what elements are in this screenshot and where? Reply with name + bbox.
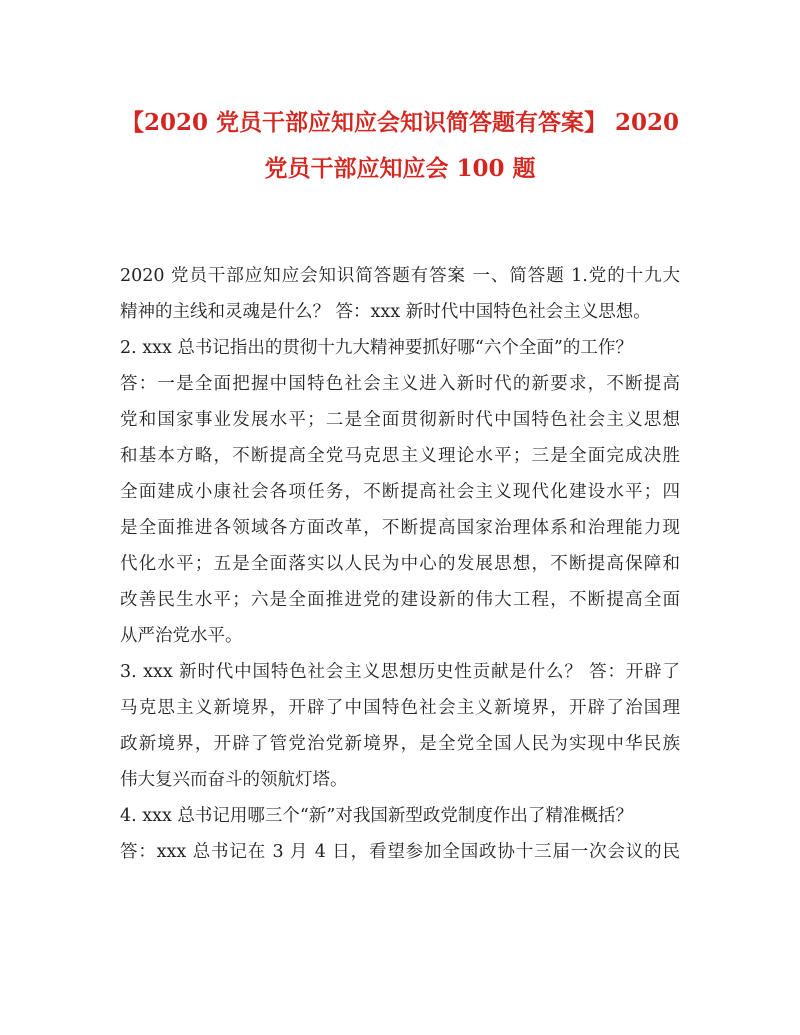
body-line: 全面建成小康社会各项任务，不断提高社会主义现代化建设水平；四 (120, 482, 680, 502)
body-line: 是全面推进各领域各方面改革，不断提高国家治理体系和治理能力现 (120, 518, 680, 538)
body-line: 伟大复兴而奋斗的领航灯塔。 (120, 770, 348, 790)
title-line: 【2020 党员干部应知应会知识简答题有答案】 2020 (120, 109, 680, 136)
body-line: 2. xxx 总书记指出的贯彻十九大精神要抓好哪“六个全面”的工作？ (120, 338, 633, 358)
body-line: 马克思主义新境界，开辟了中国特色社会主义新境界，开辟了治国理 (120, 698, 680, 718)
body-line: 政新境界，开辟了管党治党新境界，是全党全国人民为实现中华民族 (120, 734, 680, 754)
body-line: 改善民生水平；六是全面推进党的建设新的伟大工程，不断提高全面 (120, 590, 680, 610)
body-line: 答：xxx 总书记在 3 月 4 日，看望参加全国政协十三届一次会议的民 (120, 842, 680, 862)
body-line: 代化水平；五是全面落实以人民为中心的发展思想，不断提高保障和 (120, 554, 680, 574)
title-line: 党员干部应知应会 100 题 (264, 155, 536, 182)
body-line: 4. xxx 总书记用哪三个“新”对我国新型政党制度作出了精准概括？ (120, 806, 633, 826)
body-line: 和基本方略，不断提高全党马克思主义理论水平；三是全面完成决胜 (120, 446, 680, 466)
body-line: 2020 党员干部应知应会知识简答题有答案 一、简答题 1.党的十九大 (120, 266, 680, 286)
document-body (120, 258, 680, 870)
document-title (110, 100, 690, 192)
body-line: 3. xxx 新时代中国特色社会主义思想历史性贡献是什么？ 答：开辟了 (120, 662, 680, 682)
body-line: 从严治党水平。 (120, 626, 243, 646)
body-line: 答：一是全面把握中国特色社会主义进入新时代的新要求，不断提高 (120, 374, 680, 394)
body-line: 党和国家事业发展水平；二是全面贯彻新时代中国特色社会主义思想 (120, 410, 680, 430)
body-line: 精神的主线和灵魂是什么？ 答：xxx 新时代中国特色社会主义思想。 (120, 302, 651, 322)
